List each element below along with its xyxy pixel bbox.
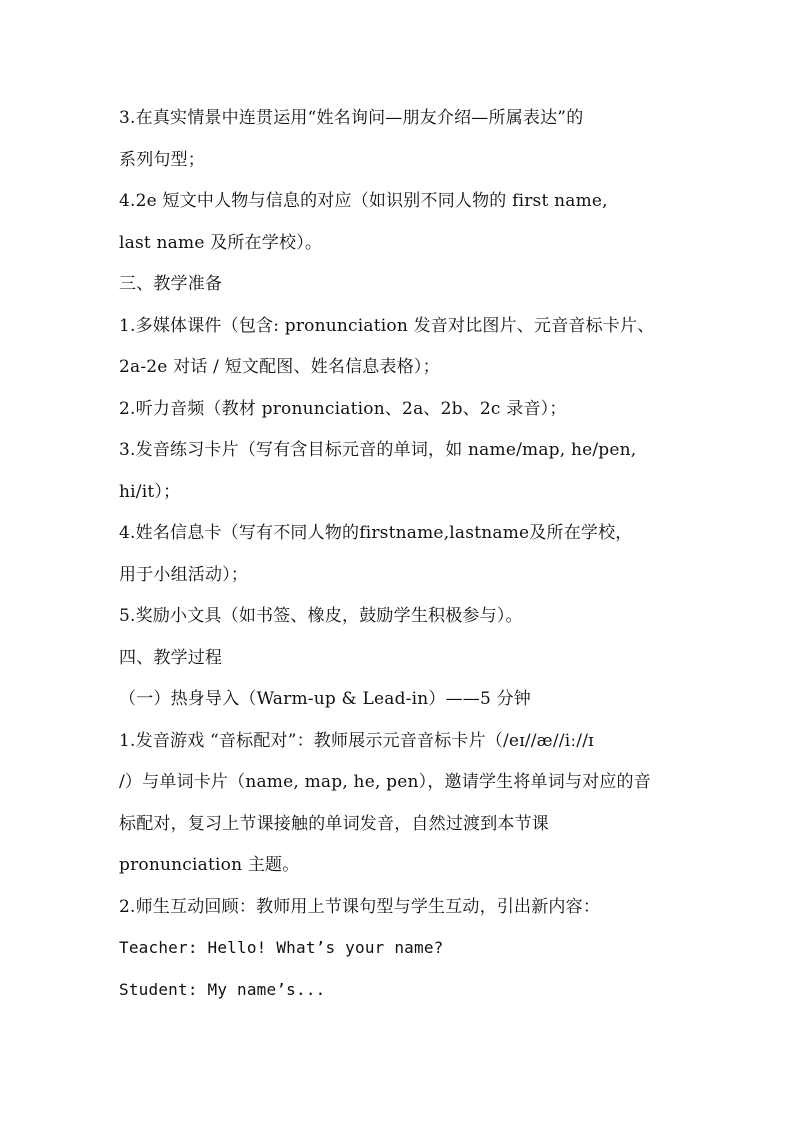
section-heading-process: 四、教学过程 [119, 647, 223, 668]
prep-item-4-line-1: 4.姓名信息卡（写有不同人物的firstname,lastname及所在学校， [119, 523, 633, 543]
section-heading-preparation: 三、教学准备 [119, 274, 223, 294]
prep-item-5: 5.奖励小文具（如书签、橡皮，鼓励学生积极参与）。 [119, 606, 523, 626]
step-2-line-1: 2.师生互动回顾：教师用上节课句型与学生互动，引出新内容： [119, 896, 601, 917]
step-1-line-4: pronunciation 主题。 [119, 855, 300, 875]
dialogue-student-line: Student: My name’s... [119, 979, 326, 999]
step-1-line-1: 1.发音游戏 “音标配对”：教师展示元音音标卡片（/eɪ//æ//iː//ɪ [119, 730, 594, 751]
prep-item-1-line-2: 2a-2e 对话 / 短文配图、姓名信息表格）； [119, 357, 440, 377]
prep-item-1-line-1: 1.多媒体课件（包含: pronunciation 发音对比图片、元音音标卡片、 [119, 315, 655, 336]
prep-item-4-line-2: 用于小组活动）； [119, 564, 249, 585]
step-1-line-2: /）与单词卡片（name, map, he, pen），邀请学生将单词与对应的音 [119, 772, 651, 792]
document-body [119, 103, 679, 1016]
objective-3-line-1: 3.在真实情景中连贯运用“姓名询问—朋友介绍—所属表达”的 [119, 108, 584, 128]
prep-item-2: 2.听力音频（教材 pronunciation、2a、2b、2c 录音）； [119, 398, 567, 419]
objective-4-line-1: 4.2e 短文中人物与信息的对应（如识别不同人物的 first name, [119, 191, 608, 211]
objective-4-line-2: last name 及所在学校）。 [119, 232, 323, 253]
prep-item-3-line-2: hi/it）； [119, 481, 181, 502]
dialogue-teacher-line: Teacher: Hello! What’s your name? [119, 938, 444, 957]
subsection-heading-warm-up: （一）热身导入（Warm-up & Lead-in）——5 分钟 [119, 689, 532, 709]
objective-3-line-2: 系列句型； [119, 149, 205, 170]
prep-item-3-line-1: 3.发音练习卡片（写有含目标元音的单词，如 name/map, he/pen, [119, 440, 637, 460]
step-1-line-3: 标配对，复习上节课接触的单词发音，自然过渡到本节课 [119, 813, 549, 834]
